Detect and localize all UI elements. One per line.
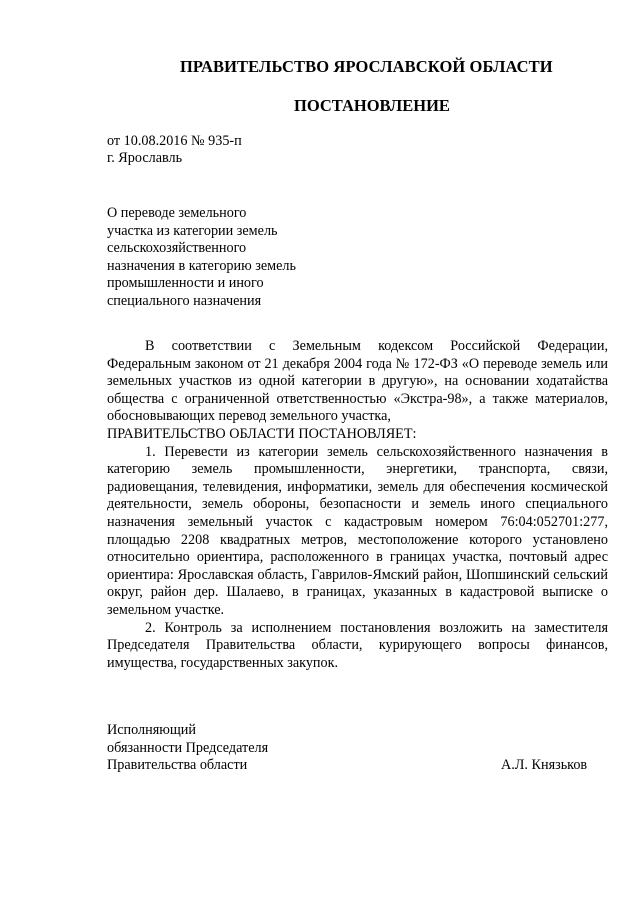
signatory-position <box>107 722 268 775</box>
signatory-name: А.Л. Князьков <box>501 757 588 773</box>
city: г. Ярославль <box>107 150 183 166</box>
organization-title: ПРАВИТЕЛЬСТВО ЯРОСЛАВСКОЙ ОБЛАСТИ <box>180 57 553 76</box>
position-line: Правительства области <box>107 757 248 773</box>
subject-line: участка из категории земель <box>107 222 278 239</box>
document-body <box>107 338 608 672</box>
subject-line: О переводе земельного <box>107 205 247 221</box>
item-1-paragraph: 1. Перевести из категории земель сельскохозяйственного назначения в категорию земель промышленности, энергетики, транспорта, связи, радиовещания, телевидения, информатики, земель для обеспечения космической деятельности, земель обороны, безопасности и земель иного специального назначения земельный участок с кадастровым номером 76:04:052701:277, площадью 2208 квадратных метров, местоположение которого установлено относительно ориентира, расположенного в границах участка, почтовый адрес ориентира: Ярославская область, Гаврилов-Ямский район, Шопшинский сельский округ, район дер. Шалаево, в границах, указанных в кадастровой выписке о земельном участке. <box>107 443 608 618</box>
subject-line: назначения в категорию земель <box>107 257 296 274</box>
decree-statement: ПРАВИТЕЛЬСТВО ОБЛАСТИ ПОСТАНОВЛЯЕТ: <box>107 425 417 442</box>
subject-line: специального назначения <box>107 292 262 309</box>
preamble-paragraph: В соответствии с Земельным кодексом Российской Федерации, Федеральным законом от 21 декабря 2004 года № 172-ФЗ «О переводе земель или земельных участков из одной категории в другую», на основании ходатайства общества с ограниченной ответственностью «Экстра-98», а также материалов, обосновывающих перевод земельного участка, <box>107 338 608 425</box>
item-2-paragraph: 2. Контроль за исполнением постановления возложить на заместителя Председателя Правительства области, курирующего вопросы финансов, имущества, государственных закупок. <box>107 619 608 671</box>
document-subject <box>107 205 296 310</box>
position-line: Исполняющий <box>107 722 196 738</box>
position-line: обязанности Председателя <box>107 739 269 756</box>
document-type-title: ПОСТАНОВЛЕНИЕ <box>294 96 450 115</box>
subject-line: промышленности и иного <box>107 275 264 291</box>
date-number: от 10.08.2016 № 935-п <box>107 133 242 149</box>
subject-line: сельскохозяйственного <box>107 240 247 256</box>
document-meta <box>107 133 242 167</box>
